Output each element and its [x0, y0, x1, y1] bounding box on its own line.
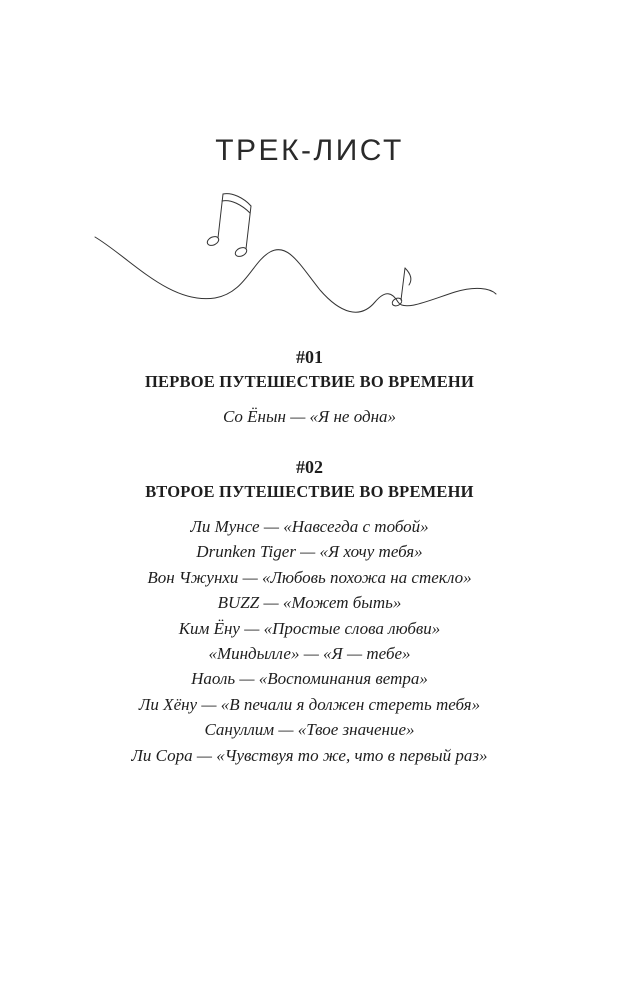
track-item: BUZZ — «Может быть» [217, 593, 402, 613]
track-item: Ли Мунсе — «Навсегда с тобой» [190, 517, 429, 536]
section-1 [0, 346, 619, 429]
track-list [0, 404, 619, 429]
page-title: ТРЕК-ЛИСТ [215, 134, 404, 167]
section-number: #02 [296, 457, 323, 477]
section-2 [0, 456, 619, 768]
track-item: Ким Ёну — «Простые слова любви» [178, 618, 441, 638]
music-notes-wave-icon [0, 180, 619, 330]
track-list [0, 514, 619, 768]
section-heading: ПЕРВОЕ ПУТЕШЕСТВИЕ ВО ВРЕМЕНИ [145, 372, 474, 391]
track-item: Наоль — «Воспоминания ветра» [191, 669, 428, 689]
track-item: Drunken Tiger — «Я хочу тебя» [196, 542, 423, 562]
track-item: Вон Чжунхи — «Любовь похожа на стекло» [147, 567, 472, 587]
section-number: #01 [296, 347, 323, 367]
track-item: Со Ёнын — «Я не одна» [222, 407, 397, 426]
track-item: «Миндылле» — «Я — тебе» [208, 644, 411, 664]
track-item: Ли Хёну — «В печали я должен стереть тебя» [138, 694, 481, 714]
track-item: Ли Сора — «Чувствуя то же, что в первый раз» [131, 745, 488, 765]
track-item: Сануллим — «Твое значение» [204, 720, 415, 740]
section-heading: ВТОРОЕ ПУТЕШЕСТВИЕ ВО ВРЕМЕНИ [145, 482, 474, 501]
